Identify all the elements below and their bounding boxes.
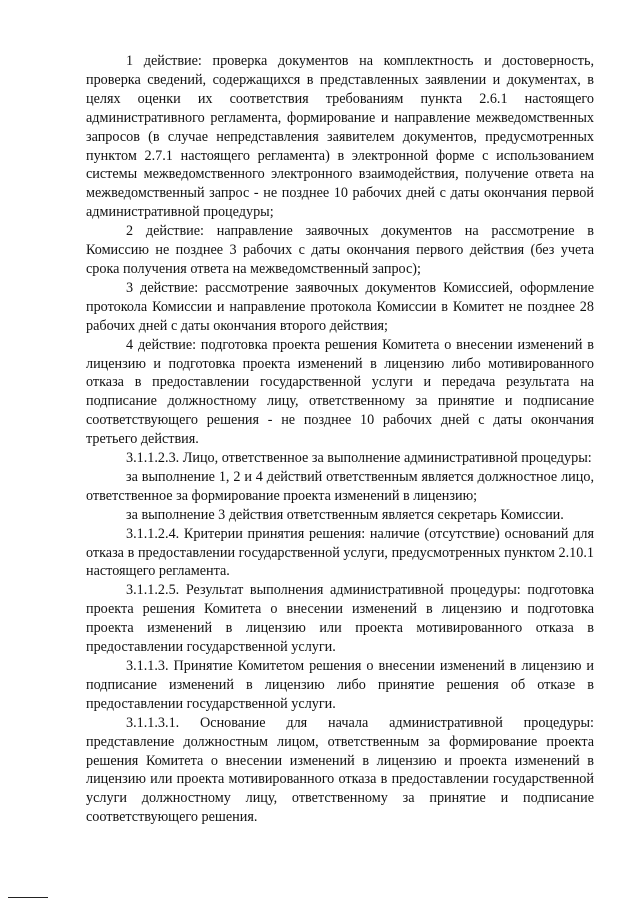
footer-divider: [8, 897, 48, 898]
paragraph-3-1-1-2-3: 3.1.1.2.3. Лицо, ответственное за выполнение административной процедуры:: [126, 450, 592, 467]
document-page: [86, 52, 594, 827]
paragraph-step-3: 3 действие: рассмотрение заявочных документов Комиссией, оформление протокола Комиссии и направление протокола Комиссии в Комитет не позднее 28 рабочих дней с даты окончания второго действия;: [86, 279, 594, 334]
paragraph-responsible-3: за выполнение 3 действия ответственным является секретарь Комиссии.: [126, 506, 564, 523]
paragraph-3-1-1-2-5: 3.1.1.2.5. Результат выполнения административной процедуры: подготовка проекта решения Комитета о внесении изменений в лицензию и подготовка проекта изменений в лицензию или проекта мотивированного отказа в предоставлении государственной услуги.: [86, 582, 594, 656]
paragraph-3-1-1-3-1: 3.1.1.3.1. Основание для начала административной процедуры: представление должностным лицом, ответственным за формирование проекта решения Комитета о внесении изменений в лицензию и проекта изменений в лицензию или проекта мотивированного отказа в предоставлении государственной услуги должностному лицу, ответственному за принятие и подписание соответствующего решения.: [86, 714, 594, 826]
paragraph-step-4: 4 действие: подготовка проекта решения Комитета о внесении изменений в лицензию и подготовка проекта изменений в лицензию либо мотивированного отказа в предоставлении государственной услуги и передача результата на подписание должностному лицу, ответственному за принятие и подписание соответствующего решения - не позднее 10 рабочих дней с даты окончания третьего действия.: [86, 336, 594, 448]
paragraph-3-1-1-2-4: 3.1.1.2.4. Критерии принятия решения: наличие (отсутствие) оснований для отказа в предоставлении государственной услуги, предусмотренных пунктом 2.10.1 настоящего регламента.: [86, 525, 594, 580]
paragraph-3-1-1-3: 3.1.1.3. Принятие Комитетом решения о внесении изменений в лицензию и подписание изменений в лицензию либо принятие решения об отказе в предоставлении государственной услуги.: [86, 658, 594, 712]
paragraph-step-1: 1 действие: проверка документов на комплектность и достоверность, проверка сведений, содержащихся в представленных заявлении и документах, в целях оценки их соответствия требованиям пункта 2.6.1 настоящего административного регламента, формирование и направление межведомственных запросов (в случае непредставления заявителем документов, предусмотренных пунктом 2.7.1 настоящего регламента) в электронной форме с использованием системы межведомственного электронного взаимодействия, получение ответа на межведомственный запрос - не позднее 10 рабочих дней с даты окончания первой административной процедуры;: [86, 53, 594, 221]
paragraph-responsible-1-2-4: за выполнение 1, 2 и 4 действий ответственным является должностное лицо, ответственное за формирование проекта изменений в лицензию;: [86, 468, 594, 504]
paragraph-step-2: 2 действие: направление заявочных документов на рассмотрение в Комиссию не позднее 3 рабочих с даты окончания первого действия (без учета срока получения ответа на межведомственный запрос);: [86, 223, 594, 277]
